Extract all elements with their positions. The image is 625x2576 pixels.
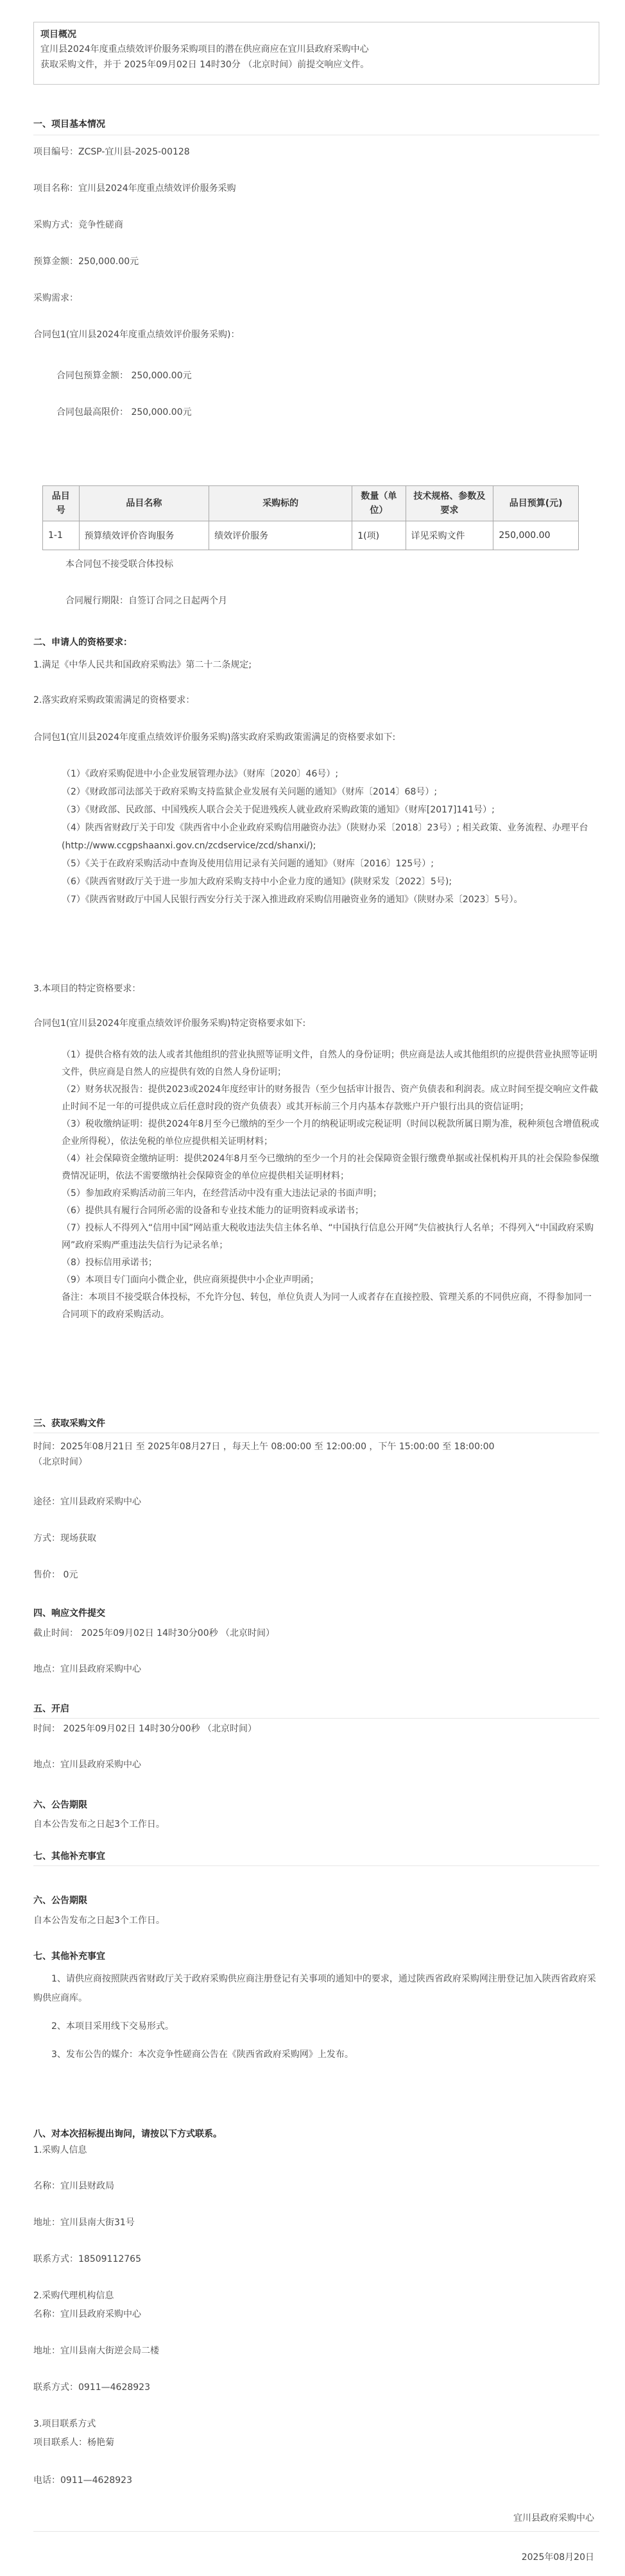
- submit-place: 地点：宜川县政府采购中心: [33, 1664, 141, 1674]
- table-cell: 250,000.00: [493, 521, 579, 550]
- contract-package: 合同包1(宜川县2024年度重点绩效评价服务采购)：: [33, 330, 240, 340]
- section6-heading-repeat: 六、公告期限: [33, 1896, 87, 1906]
- contact-person: 项目联系人：杨艳菊: [33, 2437, 114, 2448]
- list-item: （6）提供具有履行合同所必需的设备和专业技术能力的证明资料或承诺书；: [62, 1206, 364, 1216]
- other-matter-2: 2、本项目采用线下交易形式。: [51, 2021, 174, 2032]
- list-item: （2）财务状况报告：提供2023或2024年度经审计的财务报告（至少包括审计报告、资产负债表和利润表。成立时间至提交响应文件截止时间不足一年的可提供成立后任意时段的资产负债表）或其开标前三个月内基本存款账户开户银行出具的资信证明；: [62, 1084, 599, 1112]
- no-consortium: 本合同包不接受联合体投标: [65, 559, 173, 569]
- overview-line1: 宜川县2024年度重点绩效评价服务采购项目的潜在供应商应在宜川县政府采购中心: [40, 44, 369, 55]
- other-matter-3: 3、发布公告的媒介：本次竞争性磋商公告在《陕西省政府采购网》上发布。: [51, 2050, 354, 2060]
- qualification-3-contract: 合同包1(宜川县2024年度重点绩效评价服务采购)特定资格要求如下:: [33, 1018, 306, 1029]
- section4-heading: 四、响应文件提交: [33, 1608, 105, 1619]
- section5-heading: 五、开启: [33, 1704, 69, 1714]
- list-item: （5）《关于在政府采购活动中查询及使用信用记录有关问题的通知》（财库〔2016〕125号）;: [62, 859, 434, 869]
- opening-place: 地点：宜川县政府采购中心: [33, 1760, 141, 1770]
- procurement-method: 采购方式：竞争性磋商: [33, 220, 123, 230]
- agent-name: 名称：宜川县政府采购中心: [33, 2309, 141, 2319]
- contact-phone: 电话：0911—4628923: [33, 2475, 132, 2486]
- qualification-2-contract: 合同包1(宜川县2024年度重点绩效评价服务采购)落实政府采购政策需满足的资格要求如下:: [33, 732, 396, 743]
- table-cell: 预算绩效评价咨询服务: [79, 521, 209, 550]
- section2-heading: 二、申请人的资格要求：: [33, 637, 132, 648]
- qualification-1: 1.满足《中华人民共和国政府采购法》第二十二条规定;: [33, 660, 252, 670]
- table-row: [43, 521, 579, 550]
- col-header: 品目号: [43, 486, 80, 521]
- table-cell: 1(项): [352, 521, 406, 550]
- section7-heading-repeat: 七、其他补充事宜: [33, 1951, 105, 1962]
- overview-box: [33, 22, 599, 85]
- signature-date: 2025年08月20日: [521, 2552, 594, 2563]
- table-cell: 绩效评价服务: [209, 521, 352, 550]
- budget-amount: 预算金额：250,000.00元: [33, 257, 139, 267]
- col-header: 数量（单位）: [352, 486, 406, 521]
- package-budget: 合同包预算金额： 250,000.00元: [56, 371, 192, 381]
- document-price: 售价： 0元: [33, 1570, 78, 1580]
- specific-requirements-list: [62, 1047, 599, 1324]
- policy-list: [62, 765, 599, 909]
- agent-address: 地址：宜川县南大街逆会局二楼: [33, 2346, 159, 2356]
- notice-period-repeat: 自本公告发布之日起3个工作日。: [33, 1915, 165, 1926]
- list-item: （3）《财政部、民政部、中国残疾人联合会关于促进残疾人就业政府采购政策的通知》（财库[2017]141号）;: [62, 805, 495, 815]
- notice-period: 自本公告发布之日起3个工作日。: [33, 1819, 165, 1830]
- buyer-phone: 联系方式：18509112765: [33, 2254, 141, 2264]
- project-number: 项目编号：ZCSP-宜川县-2025-00128: [33, 147, 190, 157]
- col-header: 品目预算(元): [493, 486, 579, 521]
- list-item: （9）本项目专门面向小微企业，供应商须提供中小企业声明函；: [62, 1275, 319, 1285]
- col-header: 技术规格、参数及要求: [406, 486, 493, 521]
- acquire-way: 途径：宜川县政府采购中心: [33, 1497, 141, 1507]
- qualification-3: 3.本项目的特定资格要求：: [33, 984, 141, 994]
- list-item: （7）《陕西省财政厅中国人民银行西安分行关于深入推进政府采购信用融资业务的通知》（陕财办采〔2023〕5号）。: [62, 895, 523, 905]
- list-item: （3）税收缴纳证明：提供2024年8月至今已缴纳的至少一个月的纳税证明或完税证明（时间以税款所属日期为准，税种须包含增值税或企业所得税），依法免税的单位应提供相关证明材料；: [62, 1119, 599, 1147]
- agent-phone: 联系方式：0911—4628923: [33, 2382, 150, 2393]
- opening-time: 时间： 2025年09月02日 14时30分00秒 （北京时间）: [33, 1724, 257, 1734]
- divider: [33, 2531, 599, 2532]
- submit-deadline: 截止时间： 2025年09月02日 14时30分00秒 （北京时间）: [33, 1628, 275, 1638]
- list-item: （4）社会保障资金缴纳证明：提供2024年8月至今已缴纳的至少一个月的社会保障资金银行缴费单据或社保机构开具的社会保险参保缴费情况证明，依法不需要缴纳社会保障资金的单位应提供相关证明材料；: [62, 1154, 599, 1181]
- acquire-method: 方式：现场获取: [33, 1533, 96, 1544]
- other-matters: [33, 1969, 599, 2064]
- section3-heading: 三、获取采购文件: [33, 1418, 105, 1429]
- list-item: （7）投标人不得列入“信用中国”网站重大税收违法失信主体名单、“中国执行信息公开网”失信被执行人名单；不得列入“中国政府采购网”政府采购严重违法失信行为记录名单；: [62, 1223, 594, 1250]
- contract-period: 合同履行期限：自签订合同之日起两个月: [65, 596, 227, 606]
- buyer-address: 地址：宜川县南大街31号: [33, 2218, 135, 2228]
- list-item: （6）《陕西省财政厅关于进一步加大政府采购支持中小企业力度的通知》(陕财采发〔2022〕5号);: [62, 877, 452, 887]
- divider: [33, 1865, 599, 1866]
- overview-line2: 获取采购文件，并于 2025年09月02日 14时30分 （北京时间）前提交响应文件。: [40, 60, 370, 70]
- qualification-2: 2.落实政府采购政策需满足的资格要求：: [33, 695, 195, 705]
- buyer-title: 1.采购人信息: [33, 2145, 87, 2155]
- project-name: 项目名称：宜川县2024年度重点绩效评价服务采购: [33, 183, 236, 194]
- buyer-name: 名称：宜川县财政局: [33, 2181, 114, 2191]
- col-header: 品目名称: [79, 486, 209, 521]
- overview-title: 项目概况: [40, 29, 76, 40]
- agent-title: 2.采购代理机构信息: [33, 2291, 114, 2301]
- other-matter-1: 1、请供应商按照陕西省财政厅关于政府采购供应商注册登记有关事项的通知中的要求，通过陕西省政府采购网注册登记加入陕西省政府采购供应商库。: [33, 1974, 596, 2003]
- col-header: 采购标的: [209, 486, 352, 521]
- table-cell: 1-1: [43, 521, 80, 550]
- section1-heading: 一、项目基本情况: [33, 119, 105, 130]
- table-header-row: [43, 486, 579, 521]
- table-cell: 详见采购文件: [406, 521, 493, 550]
- section6-heading: 六、公告期限: [33, 1800, 87, 1810]
- section7-heading: 七、其他补充事宜: [33, 1851, 105, 1862]
- divider: [33, 1718, 599, 1719]
- package-max-price: 合同包最高限价： 250,000.00元: [56, 407, 192, 417]
- list-item: （2）《财政部司法部关于政府采购支持监狱企业发展有关问题的通知》（财库〔2014〕68号）;: [62, 787, 438, 797]
- acquire-time-zone: （北京时间）: [33, 1457, 87, 1467]
- remark: 备注：本项目不接受联合体投标，不允许分包、转包，单位负责人为同一人或者存在直接控股、管理关系的不同供应商，不得参加同一合同项下的政府采购活动。: [62, 1292, 592, 1320]
- list-item: （5）参加政府采购活动前三年内，在经营活动中没有重大违法记录的书面声明；: [62, 1188, 382, 1199]
- list-item: （8）投标信用承诺书；: [62, 1258, 157, 1268]
- section8-heading: 八、对本次招标提出询问，请按以下方式联系。: [33, 2129, 222, 2139]
- list-item: （1）提供合格有效的法人或者其他组织的营业执照等证明文件，自然人的身份证明；供应商是法人或其他组织的应提供营业执照等证明文件，供应商是自然人的应提供有效的自然人身份证明；: [62, 1050, 597, 1077]
- acquire-time: 时间：2025年08月21日 至 2025年08月27日 ，每天上午 08:00:00 至 12:00:00 ，下午 15:00:00 至 18:00:00: [33, 1442, 495, 1452]
- procurement-demand: 采购需求：: [33, 293, 78, 303]
- list-item: （4）陕西省财政厅关于印发《陕西省中小企业政府采购信用融资办法》（陕财办采〔2018〕23号）; 相关政策、业务流程、办理平台(http://www.ccgpshaanxi.gov.cn/zcdservice/zcd/shanxi/);: [62, 823, 588, 851]
- signature-org: 宜川县政府采购中心: [513, 2513, 594, 2523]
- list-item: （1）《政府采购促进中小企业发展管理办法》（财库〔2020〕46号）;: [62, 769, 339, 779]
- contact-title: 3.项目联系方式: [33, 2419, 96, 2429]
- items-table: [42, 485, 579, 550]
